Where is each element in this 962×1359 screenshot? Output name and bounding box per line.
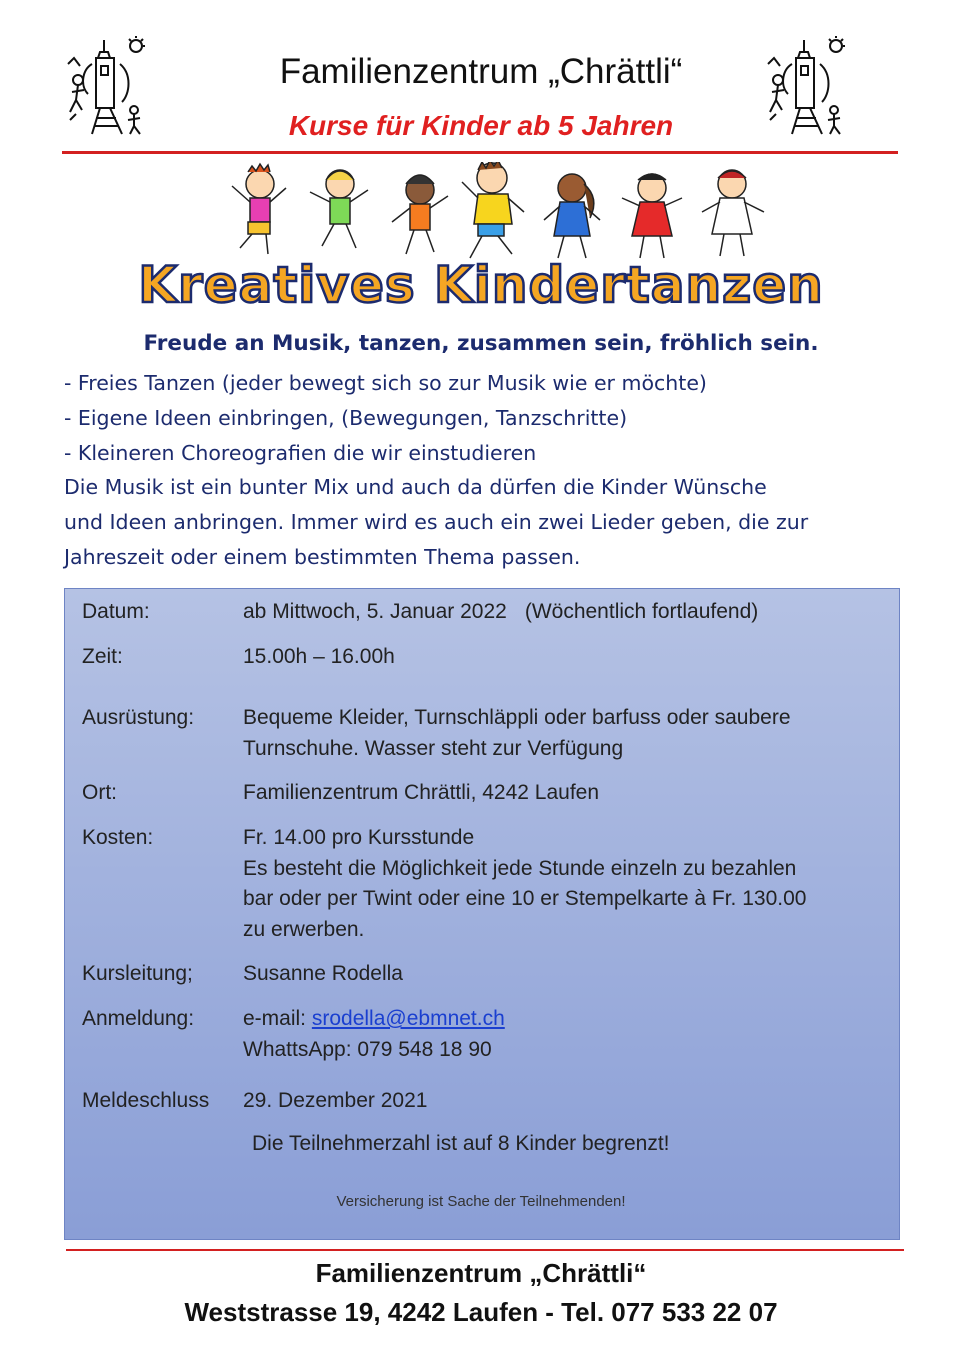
description-line: - Eigene Ideen einbringen, (Bewegungen, Tanzschritte) [64, 405, 628, 430]
kosten-line: Es besteht die Möglichkeit jede Stunde einzeln zu bezahlen [243, 856, 797, 880]
datum-note: (Wöchentlich fortlaufend) [524, 600, 759, 623]
main-title: Kreatives Kindertanzen [138, 256, 824, 314]
meldeschluss-label: Meldeschluss [82, 1089, 210, 1112]
whatsapp-line: WhattsApp: 079 548 18 90 [243, 1037, 492, 1061]
ort-value: Familienzentrum Chrättli, 4242 Laufen [243, 781, 600, 804]
kosten-line: bar oder per Twint oder eine 10 er Stempelkarte à Fr. 130.00 [243, 887, 807, 910]
description-line: - Kleineren Choreografien die wir einstudieren [64, 440, 537, 465]
meldeschluss-value: 29. Dezember 2021 [243, 1089, 428, 1112]
ausruestung-label: Ausrüstung: [82, 706, 195, 729]
kosten-label: Kosten: [82, 826, 154, 849]
bottom-divider [66, 1249, 904, 1251]
datum-label: Datum: [82, 600, 150, 623]
ausruestung-line: Bequeme Kleider, Turnschläppli oder barfuss oder saubere [243, 706, 791, 729]
description-line: - Freies Tanzen (jeder bewegt sich so zur Musik wie er möchte) [64, 371, 707, 395]
description-line: Die Musik ist ein bunter Mix und auch da dürfen die Kinder Wünsche [64, 475, 767, 500]
anmeldung-label: Anmeldung: [82, 1007, 195, 1030]
footer-address: Weststrasse 19, 4242 Laufen - Tel. 077 533 22 07 [184, 1297, 778, 1327]
org-title: Familienzentrum „Chrättli“ [279, 52, 683, 91]
kursleitung-label: Kursleitung; [82, 962, 193, 985]
description [64, 366, 904, 575]
kosten-line: Fr. 14.00 pro Kursstunde [243, 826, 475, 849]
top-divider [62, 151, 898, 154]
email-link[interactable]: srodella@ebmnet.ch [311, 1007, 505, 1030]
datum-value: ab Mittwoch, 5. Januar 2022 [243, 600, 507, 623]
email-prefix: e-mail: [243, 1007, 312, 1030]
subtitle: Kurse für Kinder ab 5 Jahren [288, 110, 674, 141]
description-line: und Ideen anbringen. Immer wird es auch ein zwei Lieder geben, die zur [64, 510, 809, 535]
ort-label: Ort: [82, 781, 117, 804]
participant-limit: Die Teilnehmerzahl ist auf 8 Kinder begrenzt! [252, 1132, 670, 1155]
footer-org: Familienzentrum „Chrättli“ [315, 1258, 647, 1288]
description-line: Jahreszeit oder einem bestimmten Thema passen. [64, 544, 581, 569]
ausruestung-line: Turnschuhe. Wasser steht zur Verfügung [243, 736, 624, 760]
tagline: Freude an Musik, tanzen, zusammen sein, fröhlich sein. [143, 331, 819, 356]
zeit-label: Zeit: [82, 645, 123, 668]
zeit-value: 15.00h – 16.00h [243, 645, 395, 668]
kosten-line: zu erwerben. [243, 917, 365, 941]
kursleitung-value: Susanne Rodella [243, 962, 403, 985]
insurance-note: Versicherung ist Sache der Teilnehmenden! [336, 1193, 626, 1210]
